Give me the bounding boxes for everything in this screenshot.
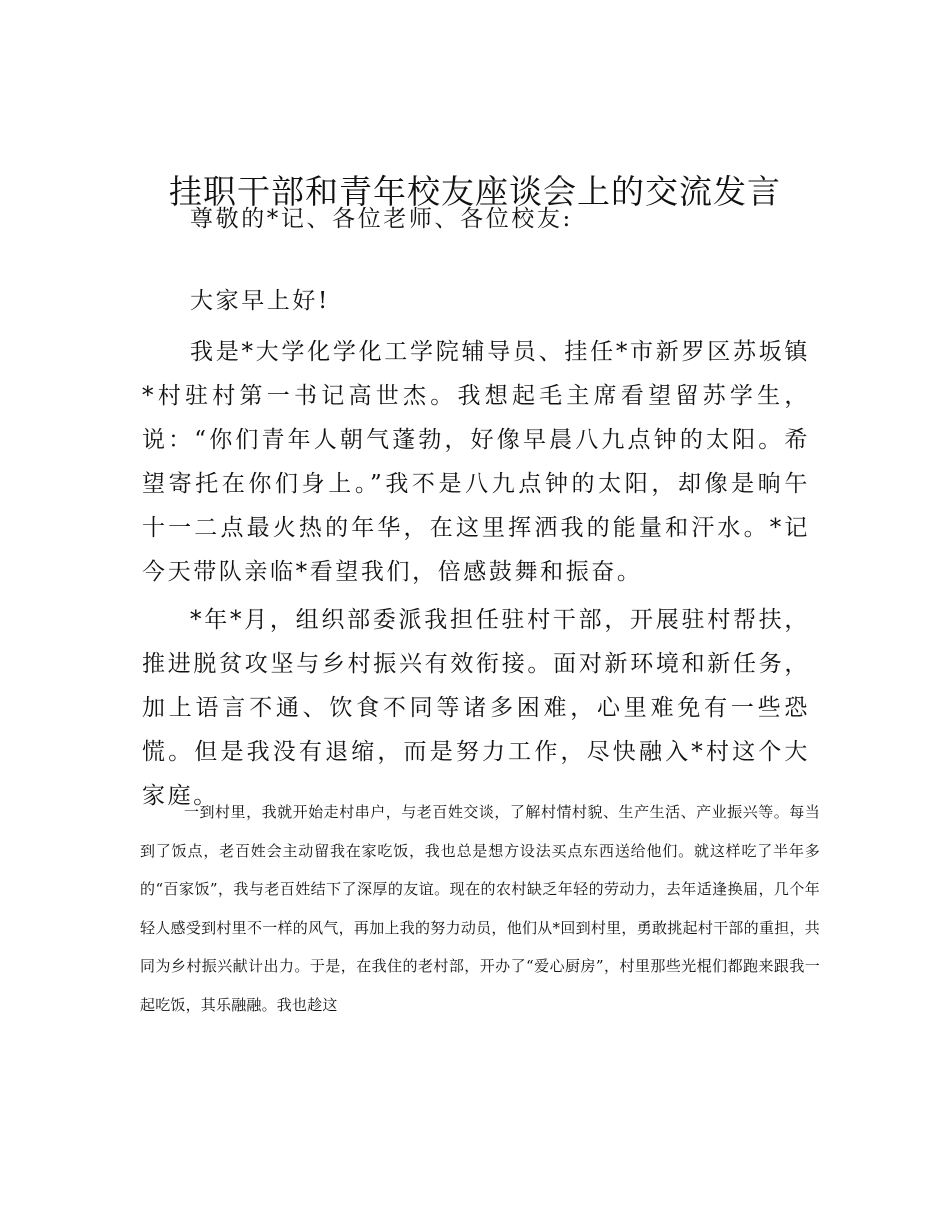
document-title: 挂职干部和青年校友座谈会上的交流发言: [169, 172, 781, 211]
paragraph-introduction: 我是*大学化学化工学院辅导员、挂任*市新罗区苏坂镇*村驻村第一书记高世杰。我想起毛主席看望留苏学生，说：“你们青年人朝气蓬勃，好像早晨八九点钟的太阳。希望寄托在你们身上。”我不是八九点钟的太阳，却像是晌午十一二点最火热的年华，在这里挥洒我的能量和汗水。*记今天带队亲临*看望我们，倍感鼓舞和振奋。: [142, 339, 810, 585]
greeting-line: 大家早上好!: [190, 288, 330, 314]
paragraph-village-life: 一到村里，我就开始走村串户，与老百姓交谈，了解村情村貌、生产生活、产业振兴等。每当到了饭点，老百姓会主动留我在家吃饭，我也总是想方设法买点东西送给他们。就这样吃了半年多的“百家饭”，我与老百姓结下了深厚的友谊。现在的农村缺乏年轻的劳动力，去年适逢换届，几个年轻人感受到村里不一样的风气，再加上我的努力动员，他们从*回到村里，勇敢挑起村干部的重担，共同为乡村振兴献计出力。于是，在我住的老村部，开办了“爱心厨房”，村里那些光棍们都跑来跟我一起吃饭，其乐融融。我也趁这: [140, 803, 820, 1014]
paragraph-assignment: *年*月，组织部委派我担任驻村干部，开展驻村帮扶，推进脱贫攻坚与乡村振兴有效衔接。面对新环境和新任务，加上语言不通、饮食不同等诸多困难，心里难免有一些恐慌。但是我没有退缩，而是努力工作，尽快融入*村这个大家庭。: [142, 607, 810, 809]
salutation: 尊敬的*记、各位老师、各位校友:: [190, 206, 573, 232]
